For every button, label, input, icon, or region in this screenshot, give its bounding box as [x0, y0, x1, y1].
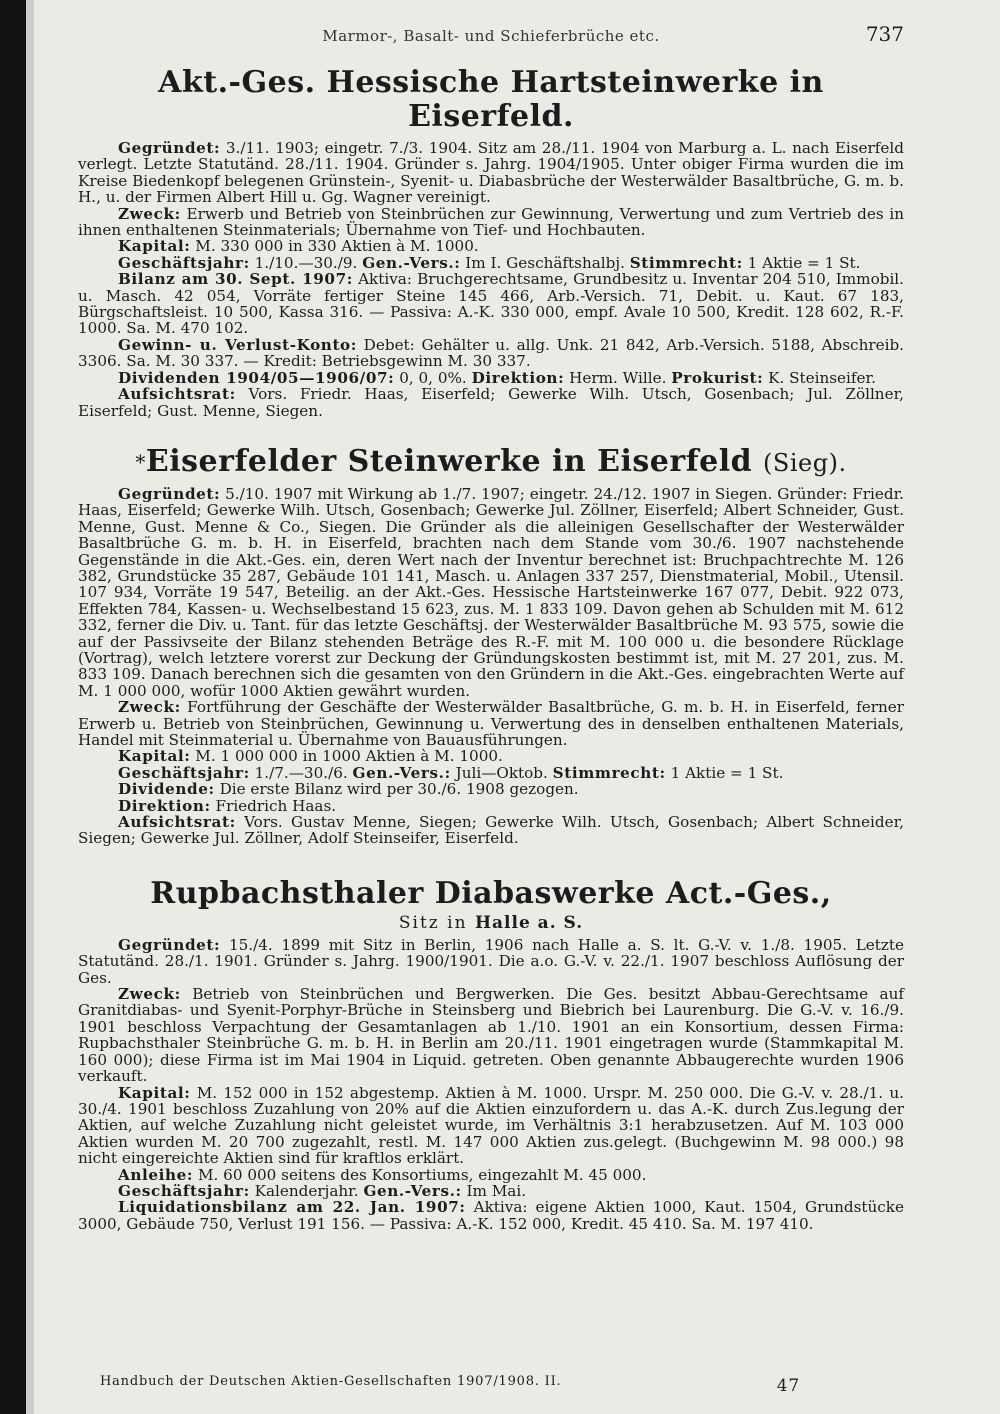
- entry-zweck: [78, 986, 904, 1084]
- field-label: Zweck:: [118, 985, 181, 1004]
- field-text: Im I. Geschäftshalbj.: [460, 253, 630, 272]
- field-text: Erwerb und Betrieb von Steinbrüchen zur Gewinnung, Verwertung und zum Vertrieb des in ihnen enthaltenen Steinmaterials; Übernahme von Tief- und Hochbauten.: [78, 204, 904, 240]
- company-entry-hessische-hartsteinwerke: [78, 66, 904, 419]
- field-text: Friedrich Haas.: [210, 796, 337, 815]
- entry-gegruendet: [78, 486, 904, 699]
- field-text: Juli—Oktob.: [450, 763, 553, 782]
- field-text: Aktiva: eigene Aktien 1000, Kaut. 1504, Grundstücke 3000, Gebäude 750, Verlust 191 156. — Passiva: A.-K. 152 000, Kredit. 45 410. Sa. M. 197 410.: [78, 1198, 904, 1233]
- entry-gewinn-verlust: [78, 337, 904, 370]
- entry-geschaeftsjahr: [78, 1183, 904, 1199]
- entry-geschaeftsjahr: [78, 765, 904, 781]
- field-text: Im Mai.: [461, 1181, 527, 1200]
- binding-edge: [0, 0, 26, 1414]
- entry-kapital: [78, 1085, 904, 1167]
- field-label: Kapital:: [118, 237, 191, 256]
- field-text: M. 1 000 000 in 1000 Aktien à M. 1000.: [190, 747, 503, 766]
- page-number: 737: [865, 22, 904, 46]
- field-label: Dividenden 1904/05—1906/07:: [118, 368, 395, 387]
- entry-gegruendet: [78, 140, 904, 206]
- entry-zweck: [78, 699, 904, 748]
- company-title: Akt.-Ges. Hessische Hartsteinwerke in Eiserfeld.: [158, 65, 824, 134]
- field-label: Bilanz am 30. Sept. 1907:: [118, 270, 353, 289]
- field-label: Stimmrecht:: [552, 763, 666, 782]
- entry-aufsichtsrat: [78, 814, 904, 847]
- field-label: Zweck:: [118, 204, 181, 223]
- entry-bilanz: [78, 271, 904, 337]
- field-text: 0, 0, 0%.: [394, 368, 472, 387]
- field-text: Die erste Bilanz wird per 30./6. 1908 gezogen.: [214, 780, 579, 799]
- field-label: Aufsichtsrat:: [118, 813, 236, 832]
- field-text: Aktiva: Bruchgerechtsame, Grundbesitz u. Inventar 204 510, Immobil. u. Masch. 42 054, Vorräte fertiger Steine 145 466, Arb.-Versich. 71, Debit. u. Kaut. 67 183, Bürgschaftsleist. 10 500, Kassa 316. — Passiva: A.-K. 330 000, empf. Avale 10 500, Kredit. 128 602, R.-F. 1000. Sa. M. 470 102.: [78, 270, 904, 338]
- field-text: Kalenderjahr.: [249, 1181, 364, 1200]
- field-label: Gen.-Vers.:: [352, 763, 451, 782]
- entry-anleihe: [78, 1167, 904, 1183]
- field-label: Liquidationsbilanz am 22. Jan. 1907:: [118, 1198, 466, 1217]
- page-footer: [100, 1374, 800, 1396]
- field-text: 15./4. 1899 mit Sitz in Berlin, 1906 nach Halle a. S. lt. G.-V. v. 1./8. 1905. Letzte Statutänd. 28./1. 1901. Gründer s. Jahrg. 1900/1901. Die a.o. G.-V. v. 22./1. 1907 beschloss Auflösung der Ges.: [78, 935, 904, 987]
- field-label: Zweck:: [118, 698, 181, 717]
- entry-dividende: [78, 781, 904, 797]
- page-content: [78, 22, 904, 1232]
- field-text: 1./7.—30./6.: [249, 763, 353, 782]
- field-text: Herm. Wille.: [564, 368, 672, 387]
- entry-gegruendet: [78, 937, 904, 986]
- seat-place: Halle a. S.: [474, 912, 584, 933]
- field-text: 1 Aktie = 1 St.: [665, 763, 784, 782]
- running-head-title: Marmor-, Basalt- und Schieferbrüche etc.: [322, 27, 660, 45]
- field-text: Fortführung der Geschäfte der Westerwälder Basaltbrüche, G. m. b. H. in Eiserfeld, ferner Erwerb u. Betrieb von Steinbrüchen, Gewinnung u. Verwertung des in denselben enthaltenen Materials, Handel mit Steinmaterial u. Übernahme von Bauausführungen.: [78, 698, 904, 749]
- field-text: Vors. Friedr. Haas, Eiserfeld; Gewerke Wilh. Utsch, Gosenbach; Jul. Zöllner, Eiserfeld; Gust. Menne, Siegen.: [78, 385, 904, 420]
- field-label: Direktion:: [118, 796, 211, 815]
- field-text: Vors. Gustav Menne, Siegen; Gewerke Wilh. Utsch, Gosenbach; Albert Schneider, Siegen; Gewerke Jul. Zöllner, Adolf Steinseifer, Eiserfeld.: [78, 813, 904, 848]
- company-title: [78, 445, 904, 480]
- field-text: Debet: Gehälter u. allg. Unk. 21 842, Arb.-Versich. 5188, Abschreib. 3306. Sa. M. 30 337. — Kredit: Betriebsgewinn M. 30 337.: [78, 335, 905, 371]
- field-label: Gen.-Vers.:: [363, 1181, 462, 1200]
- seat-prefix: Sitz in: [398, 912, 468, 933]
- field-label: Direktion:: [471, 368, 565, 387]
- field-text: 3./11. 1903; eingetr. 7./3. 1904. Sitz am 28./11. 1904 von Marburg a. L. nach Eiserfeld verlegt. Letzte Statutänd. 28./11. 1904. Gründer s. Jahrg. 1904/1905. Unter obiger Firma wurden die im Kreise Biedenkopf belegenen Grünstein-, Syenit- u. Diabasbrüche der Westerwälder Basaltbrüche, G. m. b. H., u. der Firmen Albert Hill u. Gg. Wagner vereinigt.: [78, 139, 904, 207]
- entry-direktion: [78, 798, 904, 814]
- field-label: Geschäftsjahr:: [118, 253, 250, 272]
- field-text: Betrieb von Steinbrüchen und Bergwerken. Die Ges. besitzt Abbau-Gerechtsame auf Granitdiabas- und Syenit-Porphyr-Brüche in Steinsberg und Biebrich bei Laurenburg. Die G.-V. v. 16./9. 1901 beschloss Verpachtung der Gesamtanlagen ab 1./10. 1901 an ein Konsortium, dessen Firma: Rupbachsthaler Steinbrüche G. m. b. H. in Berlin am 20./11. 1901 eingetragen wurde (Stammkapital M. 160 000); diese Firma ist im Mai 1904 in Liquid. getreten. Oben genannte Abbaugerechte wurden 1906 verkauft.: [78, 985, 904, 1086]
- new-entry-marker: *: [135, 449, 146, 474]
- field-text: 1./10.—30./9.: [249, 253, 363, 272]
- company-entry-eiserfelder-steinwerke: [78, 445, 904, 847]
- field-label: Gegründet:: [118, 139, 221, 157]
- entry-zweck: [78, 206, 904, 239]
- field-label: Aufsichtsrat:: [118, 385, 236, 404]
- company-entry-rupbachsthaler-diabaswerke: [78, 877, 904, 1232]
- field-label: Kapital:: [118, 1083, 191, 1102]
- field-label: Gegründet:: [118, 935, 221, 954]
- footer-text: Handbuch der Deutschen Aktien-Gesellschaften 1907/1908. II.: [100, 1374, 562, 1389]
- entry-kapital: [78, 238, 904, 254]
- field-text: 5./10. 1907 mit Wirkung ab 1./7. 1907; eingetr. 24./12. 1907 in Siegen. Gründer: Friedr. Haas, Eiserfeld; Gewerke Wilh. Utsch, Gosenbach; Gewerke Jul. Zöllner, Eiserfeld; Albert Schneider, Gust. Menne, Gust. Menne & Co., Siegen. Die Gründer als die alleinigen Gesellschafter der Westerwälder Basaltbrüche G. m. b. H. in Eiserfeld, brachten nach dem Stande vom 30./6. 1907 nachstehende Gegenstände in die Akt.-Ges. ein, deren Wert nach der Inventur berechnet ist: Bruchpachtrechte M. 126 382, Grundstücke 35 287, Gebäude 101 141, Masch. u. Anlagen 337 257, Dienstmaterial, Mobil., Utensil. 107 934, Vorräte 19 547, Beteilig. an der Akt.-Ges. Hessische Hartsteinwerke 167 077, Debit. 922 073, Effekten 784, Kassen- u. Wechselbestand 15 623, zus. M. 1 833 109. Davon gehen ab Schulden mit M. 612 332, ferner die Div. u. Tant. für das letzte Geschäftsj. der Westerwälder Basaltbrüche M. 93 575, sowie die auf der Passivseite der Bilanz stehenden Beträge des R.-F. mit M. 100 000 u. die besondere Rücklage (Vortrag), welch letztere vorerst zur Deckung der Gründungskosten bestimmt ist, mit M. 27 201, zus. M. 833 109. Danach berechnen sich die gesamten von den Gründern in die Akt.-Ges. eingebrachten Werte auf M. 1 000 000, wofür 1000 Aktien gewährt wurden.: [78, 484, 904, 700]
- field-label: Gewinn- u. Verlust-Konto:: [118, 335, 357, 354]
- field-text: M. 330 000 in 330 Aktien à M. 1000.: [190, 237, 479, 256]
- field-label: Anleihe:: [118, 1165, 194, 1184]
- field-text: M. 152 000 in 152 abgestemp. Aktien à M. 1000. Urspr. M. 250 000. Die G.-V. v. 28./1. u. 30./4. 1901 beschloss Zuzahlung von 20% auf die Aktien einzufordern u. das A.-K. durch Zus.legung der Aktien, auf welche Zuzahlung nicht geleistet wurde, im Verhältnis 3:1 herabzusetzen. Auf M. 103 000 Aktien wurden M. 20 700 zugezahlt, restl. M. 147 000 Aktien zus.gelegt. (Buchgewinn M. 98 000.) 98 nicht eingereichte Aktien sind für kraftlos erklärt.: [78, 1083, 904, 1168]
- company-seat: [78, 913, 904, 933]
- field-text: 1 Aktie = 1 St.: [742, 253, 861, 272]
- signature-mark: 47: [776, 1376, 800, 1396]
- entry-kapital: [78, 748, 904, 764]
- entry-dividenden: [78, 370, 904, 386]
- entry-geschaeftsjahr: [78, 255, 904, 271]
- field-text: K. Steinseifer.: [763, 368, 876, 387]
- company-title-suffix: (Sieg).: [763, 448, 847, 477]
- field-label: Geschäftsjahr:: [118, 1181, 250, 1200]
- entry-aufsichtsrat: [78, 386, 904, 419]
- company-title-text: Eiserfelder Steinwerke in Eiserfeld: [145, 443, 753, 479]
- entry-liquidationsbilanz: [78, 1199, 904, 1232]
- field-text: M. 60 000 seitens des Konsortiums, eingezahlt M. 45 000.: [193, 1165, 647, 1184]
- company-title: Rupbachsthaler Diabaswerke Act.-Ges.,: [150, 875, 832, 911]
- field-label: Dividende:: [118, 780, 215, 799]
- field-label: Gen.-Vers.:: [362, 253, 461, 272]
- field-label: Geschäftsjahr:: [118, 763, 250, 782]
- field-label: Gegründet:: [118, 484, 221, 503]
- field-label: Kapital:: [118, 747, 191, 766]
- field-label: Prokurist:: [671, 368, 764, 387]
- binding-shadow: [26, 0, 34, 1414]
- running-head: [78, 22, 904, 52]
- field-label: Stimmrecht:: [629, 253, 743, 272]
